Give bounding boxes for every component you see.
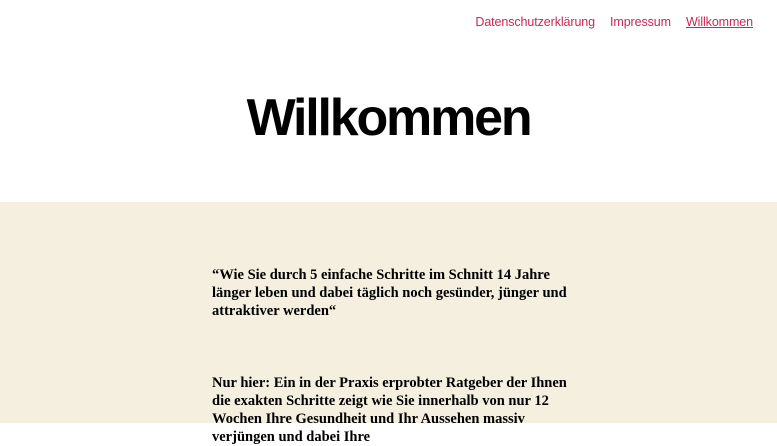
menu-item-impressum[interactable]: Impressum	[610, 15, 671, 29]
lead-paragraph: Nur hier: Ein in der Praxis erprobter Ratgeber der Ihnen die exakten Schritte zeigt wie Sie innerhalb von nur 12 Wochen Ihre Gesundheit und Ihr Aussehen massiv verjüngen und dabei Ihre	[212, 375, 567, 445]
primary-menu	[475, 15, 753, 29]
menu-item-willkommen[interactable]: Willkommen	[685, 15, 753, 29]
menu-item-datenschutzerklaerung[interactable]: Datenschutzerklärung	[475, 15, 596, 29]
intro-quote: “Wie Sie durch 5 einfache Schritte im Schnitt 14 Jahre länger leben und dabei täglich noch gesünder, jünger und attraktiver werden“	[212, 267, 567, 319]
page-title: Willkommen	[246, 89, 531, 147]
article-body	[212, 266, 572, 446]
site-header	[0, 0, 777, 202]
content-area	[0, 202, 777, 445]
